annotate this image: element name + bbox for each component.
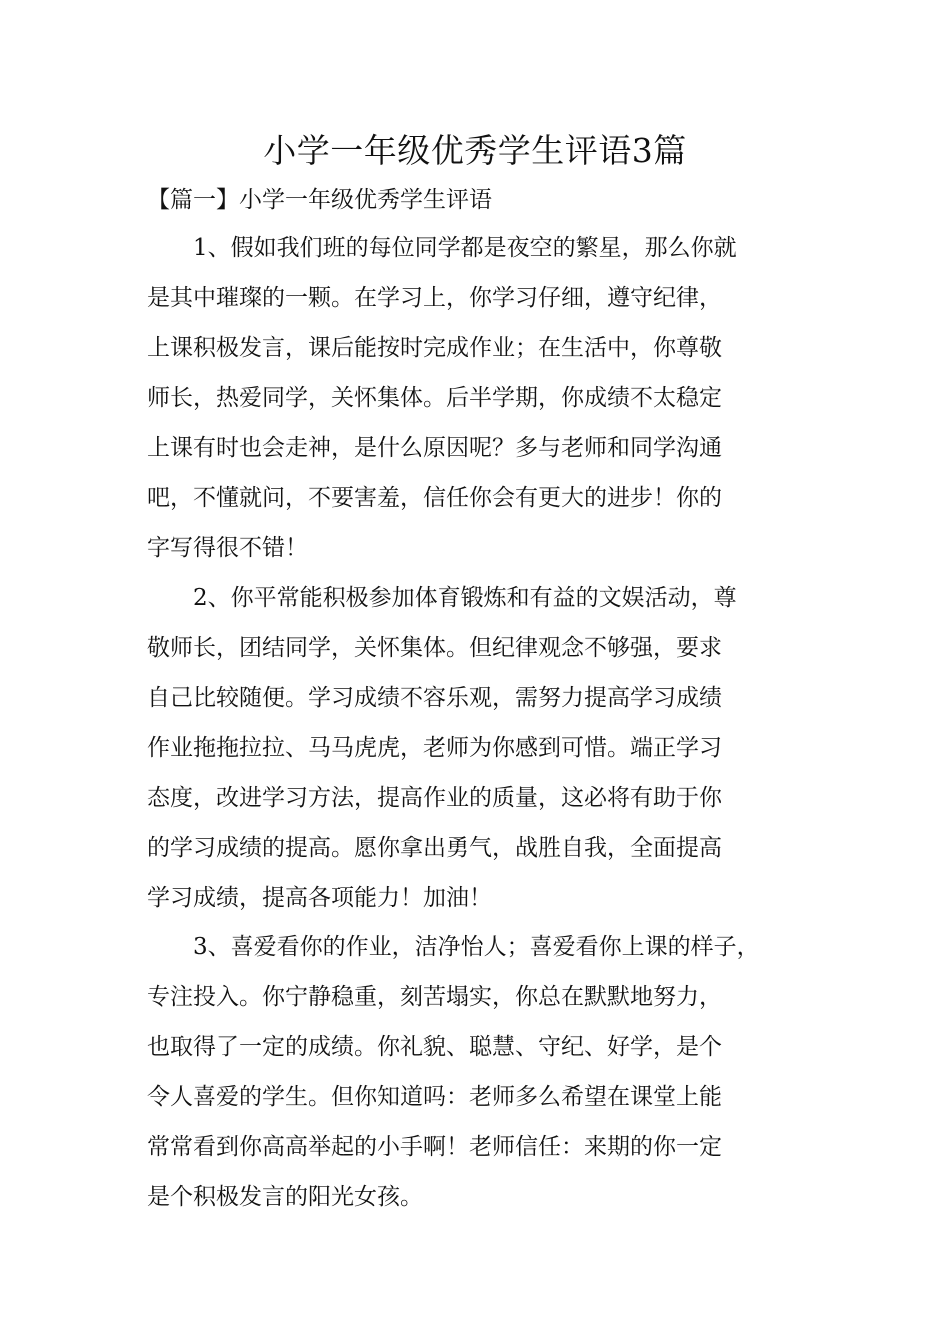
paragraph-line: 常常看到你高高举起的小手啊！老师信任：来期的你一定 <box>147 1134 722 1160</box>
paragraph-1 <box>147 223 827 573</box>
paragraph-line: 也取得了一定的成绩。你礼貌、聪慧、守纪、好学，是个 <box>147 1034 722 1060</box>
paragraph-line: 字写得很不错！ <box>147 535 308 561</box>
paragraph-2 <box>147 573 827 923</box>
paragraph-line: 2、你平常能积极参加体育锻炼和有益的文娱活动，尊 <box>193 585 737 611</box>
paragraph-line: 态度，改进学习方法，提高作业的质量，这必将有助于你 <box>147 785 722 811</box>
paragraph-line: 敬师长，团结同学，关怀集体。但纪律观念不够强，要求 <box>147 635 722 661</box>
paragraph-line: 专注投入。你宁静稳重，刻苦塌实，你总在默默地努力， <box>147 984 722 1010</box>
section-heading: 【篇一】小学一年级优秀学生评语 <box>147 187 492 213</box>
paragraph-line: 上课积极发言，课后能按时完成作业；在生活中，你尊敬 <box>147 335 722 361</box>
paragraph-line: 令人喜爱的学生。但你知道吗：老师多么希望在课堂上能 <box>147 1084 722 1110</box>
paragraph-line: 上课有时也会走神，是什么原因呢？多与老师和同学沟通 <box>147 435 722 461</box>
paragraph-line: 3、喜爱看你的作业，洁净怡人；喜爱看你上课的样子， <box>193 934 760 960</box>
paragraph-line: 是其中璀璨的一颗。在学习上，你学习仔细，遵守纪律， <box>147 285 722 311</box>
paragraph-line: 是个积极发言的阳光女孩。 <box>147 1184 423 1210</box>
paragraph-line: 师长，热爱同学，关怀集体。后半学期，你成绩不太稳定 <box>147 385 722 411</box>
paragraph-line: 吧，不懂就问，不要害羞，信任你会有更大的进步！你的 <box>147 485 722 511</box>
paragraph-line: 1、假如我们班的每位同学都是夜空的繁星，那么你就 <box>193 235 737 261</box>
paragraph-line: 作业拖拖拉拉、马马虎虎，老师为你感到可惜。端正学习 <box>147 735 722 761</box>
paragraph-line: 自己比较随便。学习成绩不容乐观，需努力提高学习成绩 <box>147 685 722 711</box>
paragraph-line: 学习成绩，提高各项能力！加油！ <box>147 885 492 911</box>
document-title: 小学一年级优秀学生评语3篇 <box>263 131 687 170</box>
paragraph-3 <box>147 922 827 1222</box>
paragraph-line: 的学习成绩的提高。愿你拿出勇气，战胜自我，全面提高 <box>147 835 722 861</box>
